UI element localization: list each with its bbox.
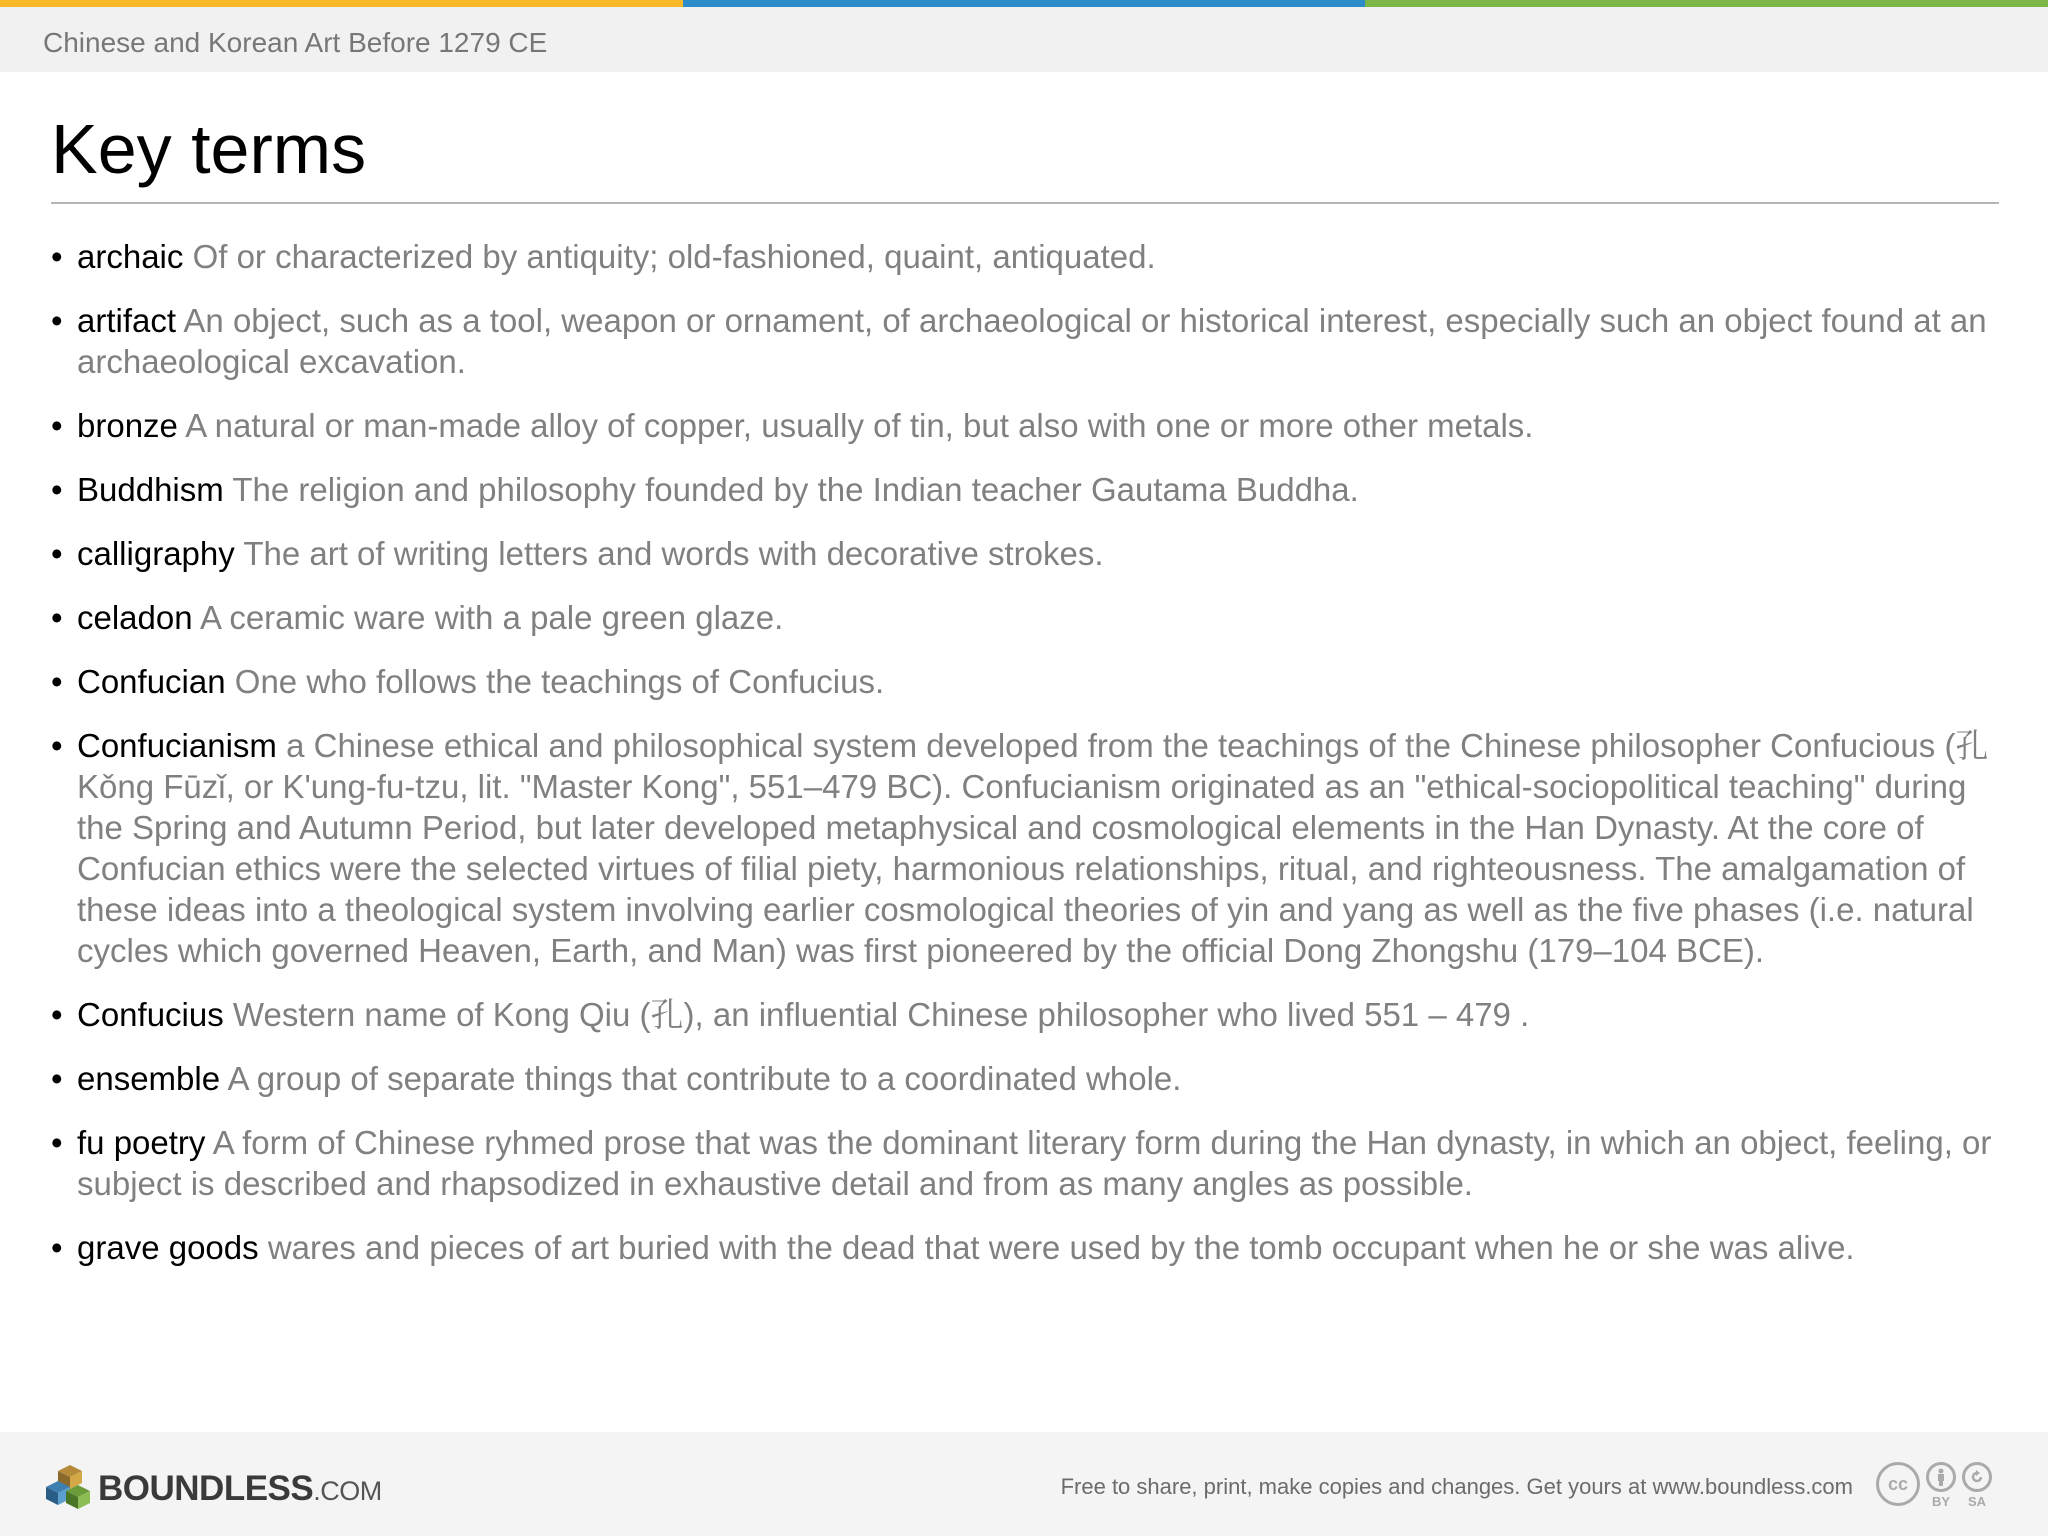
logo-suffix: .COM [313,1476,382,1506]
term-definition: The art of writing letters and words with decorative strokes. [243,535,1104,572]
term-definition: A group of separate things that contribute to a coordinated whole. [227,1060,1182,1097]
logo-name: BOUNDLESS [98,1469,314,1508]
boundless-logo[interactable] [42,1465,382,1513]
list-item [51,1227,2001,1268]
cube-logo-icon [42,1465,92,1513]
color-bar-blue [683,0,1366,7]
cc-by-label: BY [1931,1494,1951,1509]
header-band [0,7,2048,72]
list-item [51,469,2001,510]
bullet-icon: • [51,663,63,700]
top-color-bar [0,0,2048,7]
list-item [51,597,2001,638]
term-name: artifact [77,302,177,339]
bullet-icon: • [51,599,63,636]
cc-sa-badge [1962,1462,1992,1509]
cc-sa-label: SA [1967,1494,1987,1509]
heading-divider [51,202,1999,204]
list-item [51,994,2001,1035]
slide-section-title: Chinese and Korean Art Before 1279 CE [43,27,548,58]
share-alike-arrow-icon [1968,1468,1986,1486]
color-bar-green [1365,0,2048,7]
term-name: Confucian [77,663,226,700]
term-definition: A natural or man-made alloy of copper, usually of tin, but also with one or more other metals. [185,407,1534,444]
term-name: ensemble [77,1060,221,1097]
key-terms-list [51,236,2001,1291]
list-item [51,533,2001,574]
term-definition: An object, such as a tool, weapon or ornament, of archaeological or historical interest, especially such an object found at an archaeological excavation. [77,302,1987,380]
color-bar-yellow [0,0,683,7]
list-item [51,405,2001,446]
term-name: celadon [77,599,193,636]
list-item [51,1122,2001,1204]
logo-wordmark [98,1469,382,1509]
term-name: Confucius [77,996,224,1033]
term-name: calligraphy [77,535,235,572]
bullet-icon: • [51,238,63,275]
term-definition: A form of Chinese ryhmed prose that was the dominant literary form during the Han dynasty, in which an object, feeling, or subject is described and rhapsodized in exhaustive detail and from as many angles as possible. [77,1124,1992,1202]
term-definition: The religion and philosophy founded by the Indian teacher Gautama Buddha. [232,471,1359,508]
cc-license-badge[interactable] [1876,1462,1992,1509]
person-icon [1934,1468,1948,1486]
bullet-icon: • [51,535,63,572]
bullet-icon: • [51,1229,63,1266]
term-definition: Of or characterized by antiquity; old-fashioned, quaint, antiquated. [192,238,1156,275]
creative-commons-icon: cc [1876,1462,1920,1506]
list-item [51,1058,2001,1099]
bullet-icon: • [51,1060,63,1097]
footer-tagline: Free to share, print, make copies and changes. Get yours at www.boundless.com [1060,1474,1853,1499]
attribution-icon [1926,1462,1956,1492]
term-name: Confucianism [77,727,277,764]
cc-by-badge [1926,1462,1956,1509]
bullet-icon: • [51,407,63,444]
bullet-icon: • [51,996,63,1033]
term-definition: A ceramic ware with a pale green glaze. [199,599,784,636]
term-name: archaic [77,238,184,275]
term-name: Buddhism [77,471,224,508]
term-name: bronze [77,407,178,444]
bullet-icon: • [51,727,63,764]
bullet-icon: • [51,1124,63,1161]
term-definition: Western name of Kong Qiu (孔), an influential Chinese philosopher who lived 551 – 479 . [232,996,1530,1033]
bullet-icon: • [51,302,63,339]
list-item [51,725,2001,971]
share-alike-icon [1962,1462,1992,1492]
bullet-icon: • [51,471,63,508]
list-item [51,300,2001,382]
term-name: grave goods [77,1229,259,1266]
page-title: Key terms [51,110,367,188]
term-definition: a Chinese ethical and philosophical system developed from the teachings of the Chinese philosopher Confucious (孔 Kǒng Fūzǐ, or K'ung-fu-tzu, lit. "Master Kong", 551–479 BC). Confucianism originated as an "ethical-sociopolitical teaching" during the Spring and Autumn Period, but later developed metaphysical and cosmological elements in the Han Dynasty. At the core of Confucian ethics were the selected virtues of filial piety, harmonious relationships, ritual, and righteousness. The amalgamation of these ideas into a theological system involving earlier cosmological theories of yin and yang as well as the five phases (i.e. natural cycles which governed Heaven, Earth, and Man) was first pioneered by the official Dong Zhongshu (179–104 BCE). [77,727,1989,969]
term-definition: One who follows the teachings of Confucius. [234,663,885,700]
list-item [51,236,2001,277]
term-definition: wares and pieces of art buried with the dead that were used by the tomb occupant when he or she was alive. [267,1229,1855,1266]
list-item [51,661,2001,702]
term-name: fu poetry [77,1124,206,1161]
